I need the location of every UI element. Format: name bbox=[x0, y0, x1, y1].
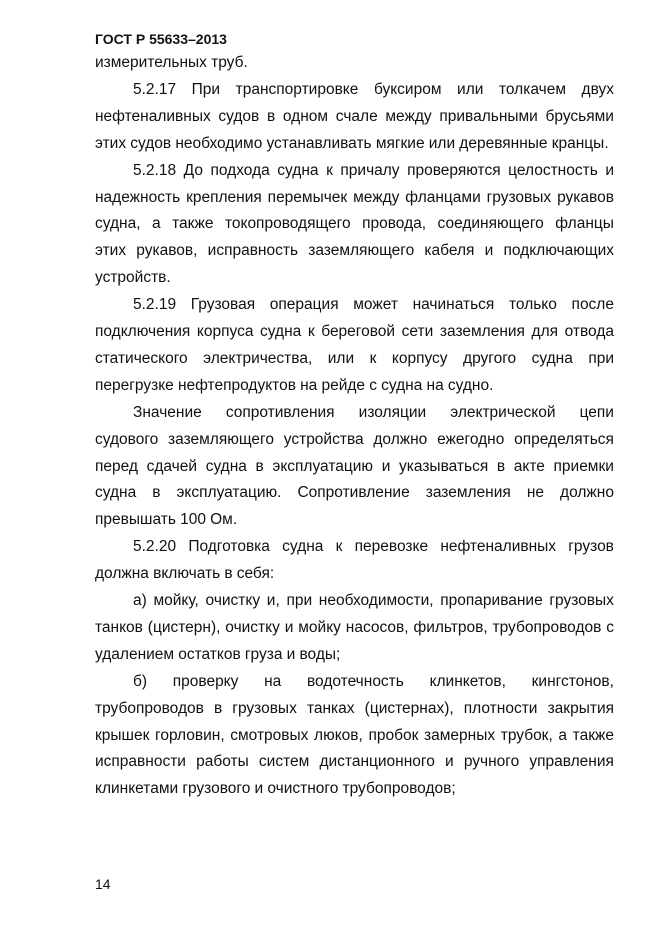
page-number: 14 bbox=[95, 876, 111, 892]
text-line: измерительных труб. bbox=[95, 54, 248, 71]
text-line: 5.2.20 Подготовка судна к перевозке нефтеналивных грузов bbox=[133, 538, 614, 555]
text-line: крышек горловин, смотровых люков, пробок замерных трубок, а также bbox=[95, 727, 614, 744]
text-line: судна, а также токопроводящего провода, соединяющего фланцы bbox=[95, 215, 614, 232]
document-header: ГОСТ Р 55633–2013 bbox=[95, 31, 227, 47]
text-line: этих рукавов, исправность заземляющего кабеля и подключающих bbox=[95, 242, 614, 259]
text-line: надежность крепления перемычек между фланцами грузовых рукавов bbox=[95, 189, 614, 206]
text-line: нефтеналивных судов в одном счале между привальными брусьями bbox=[95, 108, 614, 125]
text-line: должна включать в себя: bbox=[95, 565, 275, 582]
text-line: 5.2.17 При транспортировке буксиром или толкачем двух bbox=[133, 81, 614, 98]
text-line: трубопроводов в грузовых танках (цистернах), плотности закрытия bbox=[95, 700, 614, 717]
text-line: танков (цистерн), очистку и мойку насосов, фильтров, трубопроводов с bbox=[95, 619, 614, 636]
text-line: подключения корпуса судна к береговой сети заземления для отвода bbox=[95, 323, 614, 340]
text-line: перед сдачей судна в эксплуатацию и указываться в акте приемки bbox=[95, 458, 614, 475]
text-line: б) проверку на водотечность клинкетов, кингстонов, bbox=[133, 673, 614, 690]
text-line: исправности работы систем дистанционного и ручного управления bbox=[95, 753, 614, 770]
text-line: 5.2.19 Грузовая операция может начинаться только после bbox=[133, 296, 614, 313]
text-line: а) мойку, очистку и, при необходимости, пропаривание грузовых bbox=[133, 592, 614, 609]
text-line: статического электричества, или к корпусу другого судна при bbox=[95, 350, 614, 367]
text-line: перегрузке нефтепродуктов на рейде с судна на судно. bbox=[95, 377, 494, 394]
text-line: клинкетами грузового и очистного трубопроводов; bbox=[95, 780, 456, 797]
text-line: 5.2.18 До подхода судна к причалу проверяются целостность и bbox=[133, 162, 614, 179]
text-line: судна в эксплуатацию. Сопротивление заземления не должно bbox=[95, 484, 614, 501]
text-line: превышать 100 Ом. bbox=[95, 511, 238, 528]
text-line: Значение сопротивления изоляции электрической цепи bbox=[133, 404, 614, 421]
text-line: этих судов необходимо устанавливать мягкие или деревянные кранцы. bbox=[95, 135, 609, 152]
text-line: устройств. bbox=[95, 269, 171, 286]
text-line: судового заземляющего устройства должно ежегодно определяться bbox=[95, 431, 614, 448]
text-line: удалением остатков груза и воды; bbox=[95, 646, 341, 663]
